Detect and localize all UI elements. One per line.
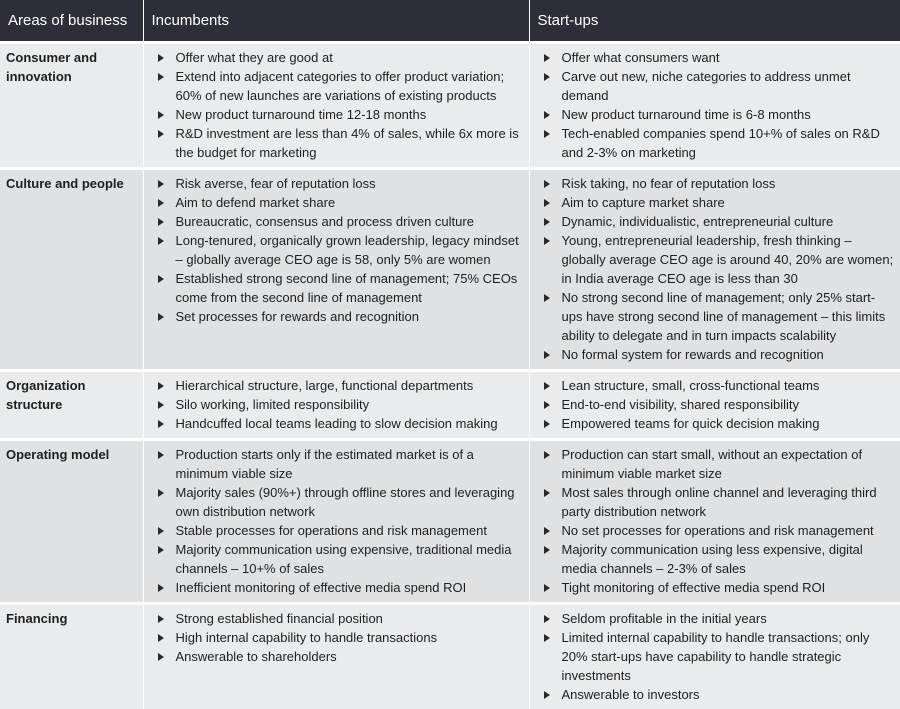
incumbents-list (152, 609, 523, 666)
list-item-text: Answerable to shareholders (176, 649, 337, 664)
list-item-text: Limited internal capability to handle transactions; only 20% start-ups have capability to handle strategic investments (562, 630, 870, 683)
startups-list (538, 376, 895, 433)
list-item-text: Offer what consumers want (562, 50, 720, 65)
triangle-bullet-icon (544, 615, 550, 623)
list-item-text: Production starts only if the estimated market is of a minimum viable size (176, 447, 474, 481)
list-item (152, 307, 523, 326)
header-areas: Areas of business (0, 0, 143, 43)
triangle-bullet-icon (544, 401, 550, 409)
header-incumbents: Incumbents (143, 0, 529, 43)
list-item-text: Risk taking, no fear of reputation loss (562, 176, 776, 191)
list-item-text: Most sales through online channel and leveraging third party distribution network (562, 485, 877, 519)
list-item (538, 67, 895, 105)
list-item-text: R&D investment are less than 4% of sales, while 6x more is the budget for marketing (176, 126, 519, 160)
list-item (152, 647, 523, 666)
list-item-text: Seldom profitable in the initial years (562, 611, 767, 626)
list-item (538, 521, 895, 540)
triangle-bullet-icon (544, 111, 550, 119)
list-item (152, 483, 523, 521)
triangle-bullet-icon (158, 401, 164, 409)
triangle-bullet-icon (544, 420, 550, 428)
list-item (152, 395, 523, 414)
triangle-bullet-icon (544, 73, 550, 81)
list-item-text: Lean structure, small, cross-functional teams (562, 378, 820, 393)
list-item-text: Tight monitoring of effective media spend ROI (562, 580, 826, 595)
incumbents-cell (143, 440, 529, 604)
table-row (0, 43, 900, 169)
list-item-text: Answerable to investors (562, 687, 700, 702)
triangle-bullet-icon (158, 420, 164, 428)
incumbents-list (152, 48, 523, 162)
list-item (152, 376, 523, 395)
triangle-bullet-icon (544, 54, 550, 62)
list-item (152, 269, 523, 307)
triangle-bullet-icon (158, 584, 164, 592)
list-item (538, 345, 895, 364)
list-item-text: Extend into adjacent categories to offer product variation; 60% of new launches are variations of existing products (176, 69, 505, 103)
list-item (538, 124, 895, 162)
list-item-text: Majority communication using less expensive, digital media channels – 2-3% of sales (562, 542, 863, 576)
list-item (152, 174, 523, 193)
list-item-text: Bureaucratic, consensus and process driven culture (176, 214, 474, 229)
startups-cell (529, 371, 900, 440)
area-label: Financing (0, 604, 143, 709)
area-label: Consumer and innovation (0, 43, 143, 169)
list-item (538, 193, 895, 212)
startups-cell (529, 440, 900, 604)
list-item-text: Inefficient monitoring of effective media spend ROI (176, 580, 467, 595)
triangle-bullet-icon (158, 527, 164, 535)
incumbents-cell (143, 371, 529, 440)
incumbents-list (152, 174, 523, 326)
list-item (538, 628, 895, 685)
incumbents-list (152, 376, 523, 433)
list-item-text: End-to-end visibility, shared responsibility (562, 397, 799, 412)
list-item (538, 48, 895, 67)
list-item (538, 609, 895, 628)
table-row (0, 440, 900, 604)
triangle-bullet-icon (544, 634, 550, 642)
list-item (538, 445, 895, 483)
list-item-text: Carve out new, niche categories to address unmet demand (562, 69, 851, 103)
incumbents-cell (143, 43, 529, 169)
triangle-bullet-icon (544, 218, 550, 226)
triangle-bullet-icon (544, 351, 550, 359)
list-item (152, 212, 523, 231)
list-item-text: Dynamic, individualistic, entrepreneurial culture (562, 214, 834, 229)
area-label: Operating model (0, 440, 143, 604)
list-item (152, 231, 523, 269)
list-item-text: No set processes for operations and risk management (562, 523, 874, 538)
table-row (0, 371, 900, 440)
triangle-bullet-icon (158, 199, 164, 207)
list-item (538, 288, 895, 345)
list-item-text: Aim to defend market share (176, 195, 336, 210)
list-item-text: Production can start small, without an expectation of minimum viable market size (562, 447, 863, 481)
list-item (152, 414, 523, 433)
triangle-bullet-icon (544, 584, 550, 592)
triangle-bullet-icon (158, 237, 164, 245)
list-item (152, 48, 523, 67)
list-item-text: Hierarchical structure, large, functional departments (176, 378, 474, 393)
triangle-bullet-icon (158, 382, 164, 390)
startups-list (538, 445, 895, 597)
startups-list (538, 48, 895, 162)
triangle-bullet-icon (544, 451, 550, 459)
list-item (152, 578, 523, 597)
list-item (538, 685, 895, 704)
list-item (538, 578, 895, 597)
triangle-bullet-icon (158, 73, 164, 81)
header-startups: Start-ups (529, 0, 900, 43)
list-item-text: Stable processes for operations and risk management (176, 523, 487, 538)
list-item-text: Established strong second line of management; 75% CEOs come from the second line of management (176, 271, 518, 305)
list-item (538, 105, 895, 124)
list-item (152, 193, 523, 212)
list-item-text: No formal system for rewards and recognition (562, 347, 824, 362)
list-item (152, 124, 523, 162)
triangle-bullet-icon (544, 546, 550, 554)
area-label: Organization structure (0, 371, 143, 440)
list-item-text: Set processes for rewards and recognition (176, 309, 420, 324)
list-item-text: Majority sales (90%+) through offline stores and leveraging own distribution network (176, 485, 515, 519)
triangle-bullet-icon (544, 199, 550, 207)
triangle-bullet-icon (544, 180, 550, 188)
table-row (0, 604, 900, 709)
list-item-text: Risk averse, fear of reputation loss (176, 176, 376, 191)
startups-list (538, 174, 895, 364)
table-row (0, 169, 900, 371)
list-item (538, 395, 895, 414)
list-item-text: High internal capability to handle transactions (176, 630, 438, 645)
triangle-bullet-icon (158, 313, 164, 321)
list-item (538, 483, 895, 521)
list-item-text: Long-tenured, organically grown leadership, legacy mindset – globally average CEO age is 58, only 5% are women (176, 233, 519, 267)
incumbents-list (152, 445, 523, 597)
list-item (538, 231, 895, 288)
list-item-text: Offer what they are good at (176, 50, 333, 65)
incumbents-cell (143, 604, 529, 709)
list-item-text: Empowered teams for quick decision making (562, 416, 820, 431)
list-item (538, 376, 895, 395)
triangle-bullet-icon (544, 382, 550, 390)
list-item (538, 174, 895, 193)
list-item (152, 521, 523, 540)
startups-cell (529, 43, 900, 169)
triangle-bullet-icon (158, 180, 164, 188)
header-row (0, 0, 900, 43)
list-item (152, 540, 523, 578)
triangle-bullet-icon (544, 237, 550, 245)
list-item-text: Majority communication using expensive, traditional media channels – 10+% of sales (176, 542, 512, 576)
triangle-bullet-icon (158, 451, 164, 459)
list-item (538, 212, 895, 231)
list-item (152, 628, 523, 647)
list-item-text: Tech-enabled companies spend 10+% of sales on R&D and 2-3% on marketing (562, 126, 880, 160)
startups-list (538, 609, 895, 704)
list-item-text: Strong established financial position (176, 611, 383, 626)
startups-cell (529, 169, 900, 371)
triangle-bullet-icon (544, 294, 550, 302)
incumbents-cell (143, 169, 529, 371)
triangle-bullet-icon (158, 218, 164, 226)
triangle-bullet-icon (158, 54, 164, 62)
triangle-bullet-icon (158, 130, 164, 138)
triangle-bullet-icon (158, 653, 164, 661)
triangle-bullet-icon (158, 489, 164, 497)
triangle-bullet-icon (158, 634, 164, 642)
triangle-bullet-icon (544, 130, 550, 138)
list-item (152, 105, 523, 124)
triangle-bullet-icon (158, 546, 164, 554)
list-item (538, 540, 895, 578)
list-item (152, 445, 523, 483)
list-item-text: Young, entrepreneurial leadership, fresh thinking – globally average CEO age is around 40, 20% are women; in India average CEO age is less than 30 (562, 233, 894, 286)
triangle-bullet-icon (544, 527, 550, 535)
list-item-text: New product turnaround time 12-18 months (176, 107, 427, 122)
list-item-text: Silo working, limited responsibility (176, 397, 370, 412)
triangle-bullet-icon (544, 691, 550, 699)
list-item-text: No strong second line of management; only 25% start-ups have strong second line of management – this limits ability to delegate and in turn impacts scalability (562, 290, 886, 343)
list-item (538, 414, 895, 433)
area-label: Culture and people (0, 169, 143, 371)
triangle-bullet-icon (158, 111, 164, 119)
list-item-text: Aim to capture market share (562, 195, 725, 210)
list-item-text: New product turnaround time is 6-8 months (562, 107, 811, 122)
list-item (152, 609, 523, 628)
triangle-bullet-icon (544, 489, 550, 497)
startups-cell (529, 604, 900, 709)
list-item-text: Handcuffed local teams leading to slow decision making (176, 416, 498, 431)
triangle-bullet-icon (158, 615, 164, 623)
list-item (152, 67, 523, 105)
triangle-bullet-icon (158, 275, 164, 283)
